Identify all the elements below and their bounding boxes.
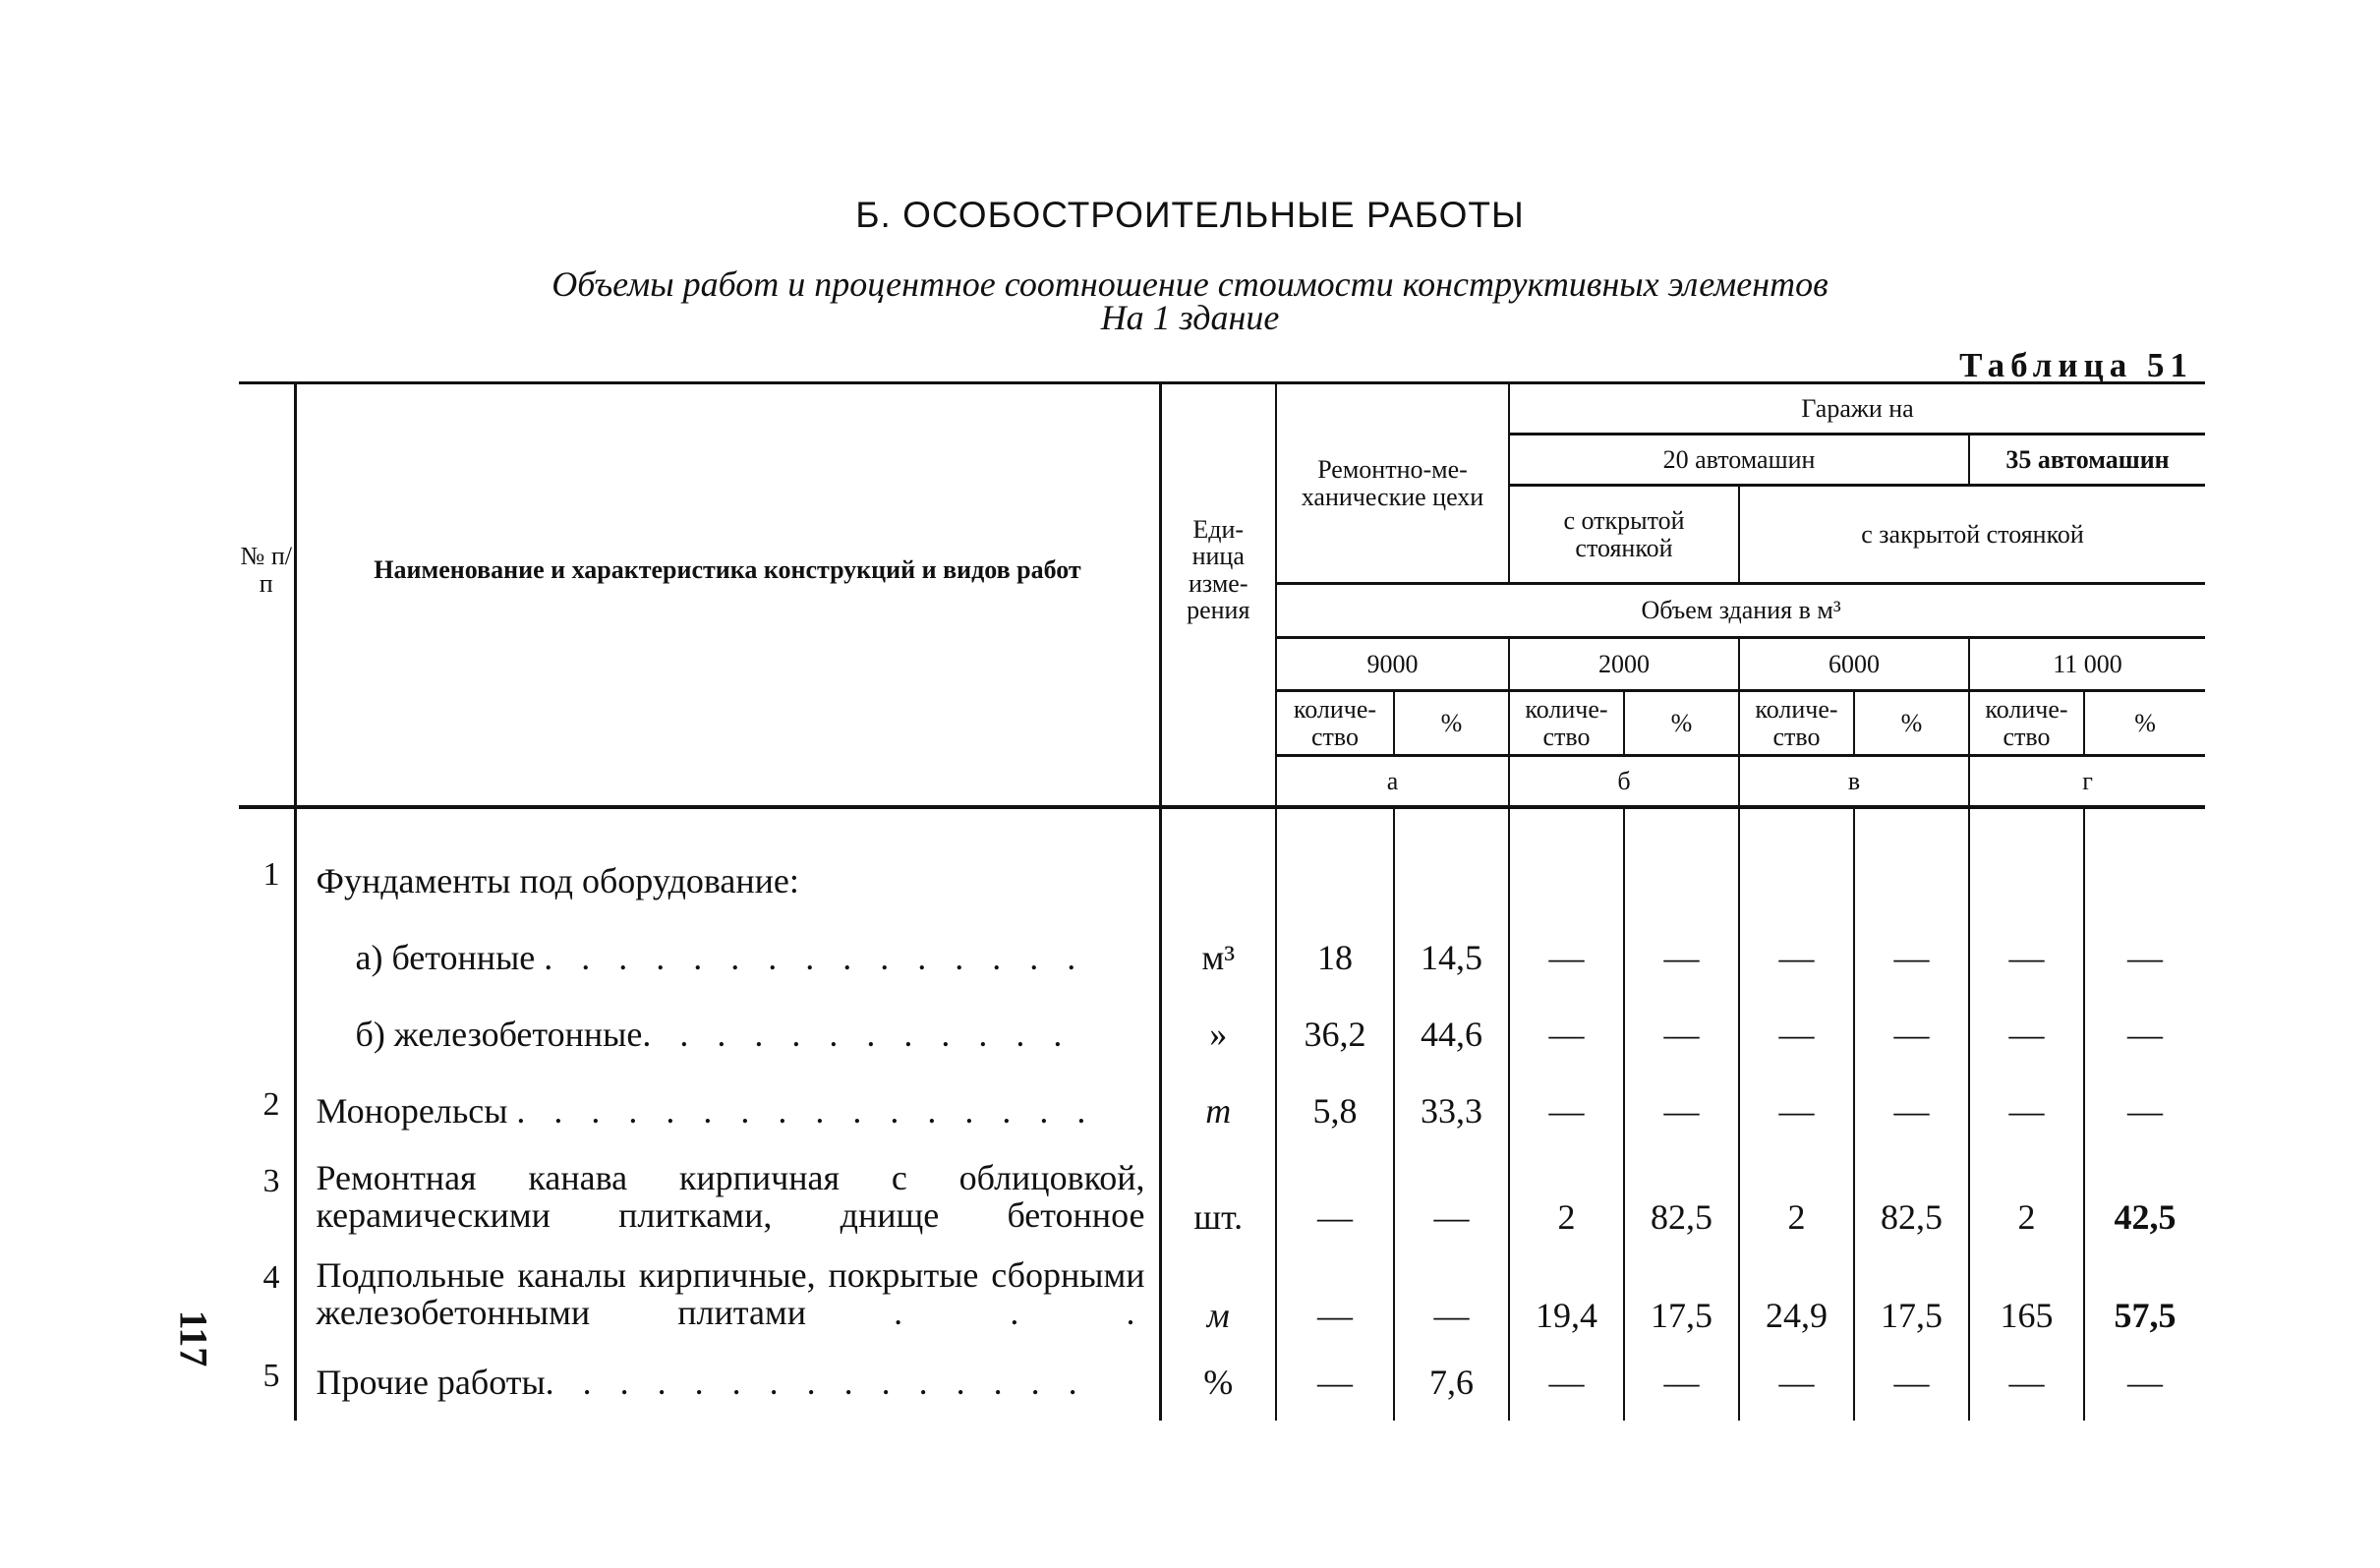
row-unit: %	[1160, 1344, 1276, 1421]
cell: —	[1394, 1246, 1509, 1344]
row-number: 1	[262, 855, 280, 893]
cell: —	[1739, 1344, 1854, 1421]
cell: 57,5	[2084, 1246, 2205, 1344]
cell: —	[2084, 1344, 2205, 1421]
cell: —	[1854, 996, 1969, 1073]
cell: —	[1509, 996, 1624, 1073]
cell: —	[1969, 919, 2084, 996]
row-unit	[1160, 842, 1276, 919]
cell	[1276, 842, 1394, 919]
header-volume: Объем здания в м³	[1276, 584, 2205, 638]
row-number: 3	[262, 1162, 280, 1199]
cell: —	[1739, 996, 1854, 1073]
cell	[1509, 842, 1624, 919]
page-number: 117	[171, 1309, 216, 1367]
cell: 18	[1276, 919, 1394, 996]
row-name: Подпольные каналы кирпичные, покрытые сборными железобетонными плитами . . .	[295, 1246, 1160, 1344]
row-name: Фундаменты под оборудование:	[295, 842, 1160, 919]
header-name: Наименование и характеристика конструкций и видов работ	[295, 383, 1160, 756]
header-qty: количе- ство	[1509, 691, 1624, 756]
header-pct: %	[1854, 691, 1969, 756]
header-letter-d: г	[1969, 756, 2205, 807]
works-table	[239, 381, 2205, 1421]
cell: 33,3	[1394, 1073, 1509, 1149]
header-letter-c: в	[1739, 756, 1969, 807]
row-name: Монорельсы . . . . . . . . . . . . . . . .	[295, 1073, 1160, 1149]
cell: 2	[1509, 1149, 1624, 1246]
header-unit: Еди- ница изме- рения	[1160, 383, 1276, 756]
cell: 17,5	[1854, 1246, 1969, 1344]
header-volume-b: 2000	[1509, 638, 1739, 691]
cell: —	[1739, 1073, 1854, 1149]
row-number: 5	[262, 1357, 280, 1394]
table-row	[239, 1073, 2205, 1149]
cell: 5,8	[1276, 1073, 1394, 1149]
row-unit: т	[1160, 1073, 1276, 1149]
cell	[1969, 842, 2084, 919]
row-name: Прочие работы. . . . . . . . . . . . . . .	[295, 1344, 1160, 1421]
header-qty: количе- ство	[1739, 691, 1854, 756]
section-title: Б. ОСОБОСТРОИТЕЛЬНЫЕ РАБОТЫ	[855, 195, 1525, 235]
cell: —	[1509, 919, 1624, 996]
header-pct: %	[1624, 691, 1739, 756]
cell: —	[1509, 1073, 1624, 1149]
cell: —	[1624, 1073, 1739, 1149]
cell: 14,5	[1394, 919, 1509, 996]
header-20-cars: 20 автомашин	[1509, 435, 1969, 486]
cell: 2	[1739, 1149, 1854, 1246]
cell: —	[1624, 919, 1739, 996]
row-unit: »	[1160, 996, 1276, 1073]
row-number: 4	[262, 1258, 280, 1296]
header-pct: %	[1394, 691, 1509, 756]
cell	[1394, 842, 1509, 919]
cell	[1854, 842, 1969, 919]
cell	[2084, 842, 2205, 919]
cell: —	[1739, 919, 1854, 996]
row-number: 2	[262, 1085, 280, 1123]
header-volume-d: 11 000	[1969, 638, 2205, 691]
header-repair: Ремонтно-ме- ханические цехи	[1276, 383, 1509, 584]
cell: —	[1276, 1149, 1394, 1246]
header-volume-a: 9000	[1276, 638, 1509, 691]
header-no: № п/п	[239, 383, 295, 756]
cell: —	[2084, 919, 2205, 996]
cell: 24,9	[1739, 1246, 1854, 1344]
cell: —	[1624, 1344, 1739, 1421]
header-35-cars: 35 автомашин	[1969, 435, 2205, 486]
row-number	[239, 996, 295, 1073]
header-closed-parking: с закрытой стоянкой	[1739, 486, 2205, 584]
cell: 44,6	[1394, 996, 1509, 1073]
cell: 2	[1969, 1149, 2084, 1246]
row-name: а) бетонные . . . . . . . . . . . . . . .	[295, 919, 1160, 996]
cell: —	[2084, 996, 2205, 1073]
header-letter-b: б	[1509, 756, 1739, 807]
cell: 82,5	[1854, 1149, 1969, 1246]
header-qty: количе- ство	[1969, 691, 2084, 756]
cell: —	[1509, 1344, 1624, 1421]
table-row	[239, 1344, 2205, 1421]
table-row	[239, 919, 2205, 996]
header-volume-c: 6000	[1739, 638, 1969, 691]
cell	[1739, 842, 1854, 919]
table-row	[239, 1149, 2205, 1246]
cell: —	[1854, 1073, 1969, 1149]
row-name: б) железобетонные. . . . . . . . . . . .	[295, 996, 1160, 1073]
header-garages: Гаражи на	[1509, 383, 2205, 435]
cell: —	[1854, 919, 1969, 996]
row-unit: м	[1160, 1246, 1276, 1344]
cell: —	[1969, 996, 2084, 1073]
cell: 82,5	[1624, 1149, 1739, 1246]
cell: 17,5	[1624, 1246, 1739, 1344]
table-row	[239, 842, 2205, 919]
cell	[1624, 842, 1739, 919]
cell: —	[2084, 1073, 2205, 1149]
cell: 36,2	[1276, 996, 1394, 1073]
header-qty: количе- ство	[1276, 691, 1394, 756]
header-open-parking: с открытой стоянкой	[1509, 486, 1739, 584]
table-caption: Объемы работ и процентное соотношение стоимости конструктивных элементов	[551, 264, 1829, 304]
row-number	[239, 919, 295, 996]
cell: 7,6	[1394, 1344, 1509, 1421]
row-name: Ремонтная канава кирпичная с облицовкой, керамическими плитками, днище бетонное	[295, 1149, 1160, 1246]
table-row	[239, 1246, 2205, 1344]
row-unit: шт.	[1160, 1149, 1276, 1246]
header-letter-a: а	[1276, 756, 1509, 807]
cell: —	[1276, 1246, 1394, 1344]
cell: 42,5	[2084, 1149, 2205, 1246]
cell: 19,4	[1509, 1246, 1624, 1344]
cell: —	[1394, 1149, 1509, 1246]
cell: —	[1276, 1344, 1394, 1421]
row-unit: м³	[1160, 919, 1276, 996]
table-row	[239, 996, 2205, 1073]
cell: 165	[1969, 1246, 2084, 1344]
table-subcaption: На 1 здание	[1100, 298, 1280, 337]
cell: —	[1624, 996, 1739, 1073]
header-pct: %	[2084, 691, 2205, 756]
cell: —	[1969, 1344, 2084, 1421]
cell: —	[1854, 1344, 1969, 1421]
table-label: Таблица 51	[1959, 346, 2193, 384]
cell: —	[1969, 1073, 2084, 1149]
